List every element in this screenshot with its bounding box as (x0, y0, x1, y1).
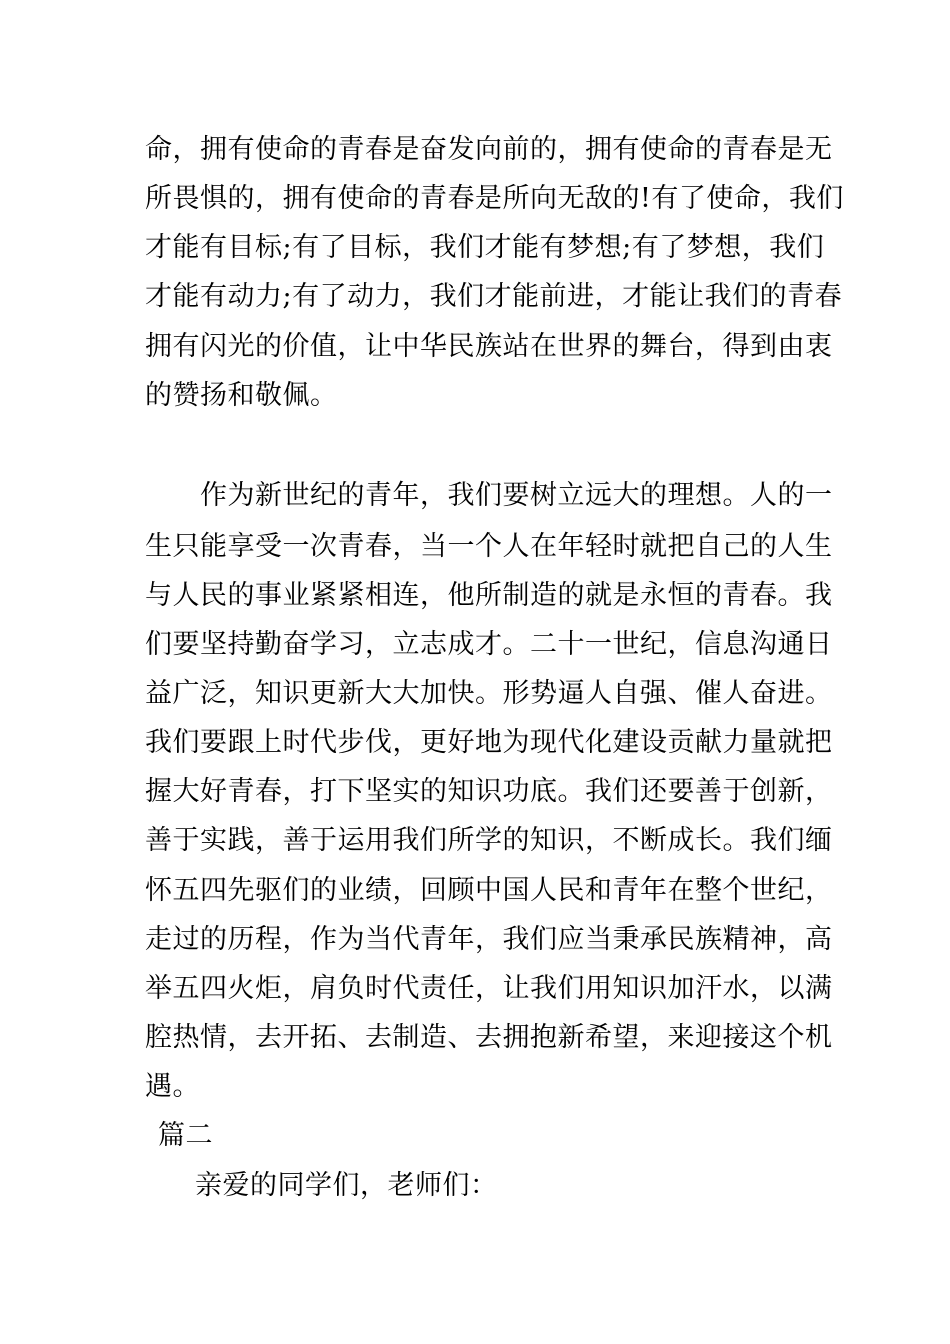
paragraph-2-line-5: 益广泛，知识更新大大加快。形势逼人自强、催人奋进。 (145, 678, 833, 709)
paragraph-2-line-1: 作为新世纪的青年，我们要树立远大的理想。人的一 (200, 480, 833, 511)
paragraph-1-line-1: 命，拥有使命的青春是奋发向前的，拥有使命的青春是无 (145, 134, 833, 165)
section-heading: 篇二 (158, 1120, 213, 1151)
paragraph-2-line-3: 与人民的事业紧紧相连，他所制造的就是永恒的青春。我 (145, 580, 833, 611)
paragraph-2-line-10: 走过的历程，作为当代青年，我们应当秉承民族精神，高 (145, 924, 833, 955)
paragraph-2-line-12: 腔热情，去开拓、去制造、去拥抱新希望，来迎接这个机 (145, 1022, 833, 1053)
paragraph-2-line-4: 们要坚持勤奋学习，立志成才。二十一世纪，信息沟通日 (145, 629, 833, 660)
paragraph-1-line-3: 才能有目标;有了目标，我们才能有梦想;有了梦想，我们 (145, 232, 825, 263)
paragraph-2-line-2: 生只能享受一次青春，当一个人在年轻时就把自己的人生 (145, 531, 833, 562)
paragraph-2-line-6: 我们要跟上时代步伐，更好地为现代化建设贡献力量就把 (145, 727, 833, 758)
paragraph-1-line-4: 才能有动力;有了动力，我们才能前进，才能让我们的青春 (145, 281, 843, 312)
paragraph-2-line-13: 遇。 (145, 1071, 200, 1102)
paragraph-1-line-2: 所畏惧的，拥有使命的青春是所向无敌的!有了使命，我们 (145, 183, 844, 214)
paragraph-1-line-6: 的赞扬和敬佩。 (145, 380, 338, 411)
paragraph-2-line-11: 举五四火炬，肩负时代责任，让我们用知识加汗水，以满 (145, 973, 833, 1004)
greeting-line: 亲爱的同学们，老师们： (195, 1170, 498, 1201)
paragraph-2-line-7: 握大好青春，打下坚实的知识功底。我们还要善于创新， (145, 776, 833, 807)
paragraph-1-line-5: 拥有闪光的价值，让中华民族站在世界的舞台，得到由衷 (145, 331, 833, 362)
paragraph-2-line-8: 善于实践，善于运用我们所学的知识，不断成长。我们缅 (145, 825, 833, 856)
paragraph-2-line-9: 怀五四先驱们的业绩，回顾中国人民和青年在整个世纪， (145, 875, 833, 906)
